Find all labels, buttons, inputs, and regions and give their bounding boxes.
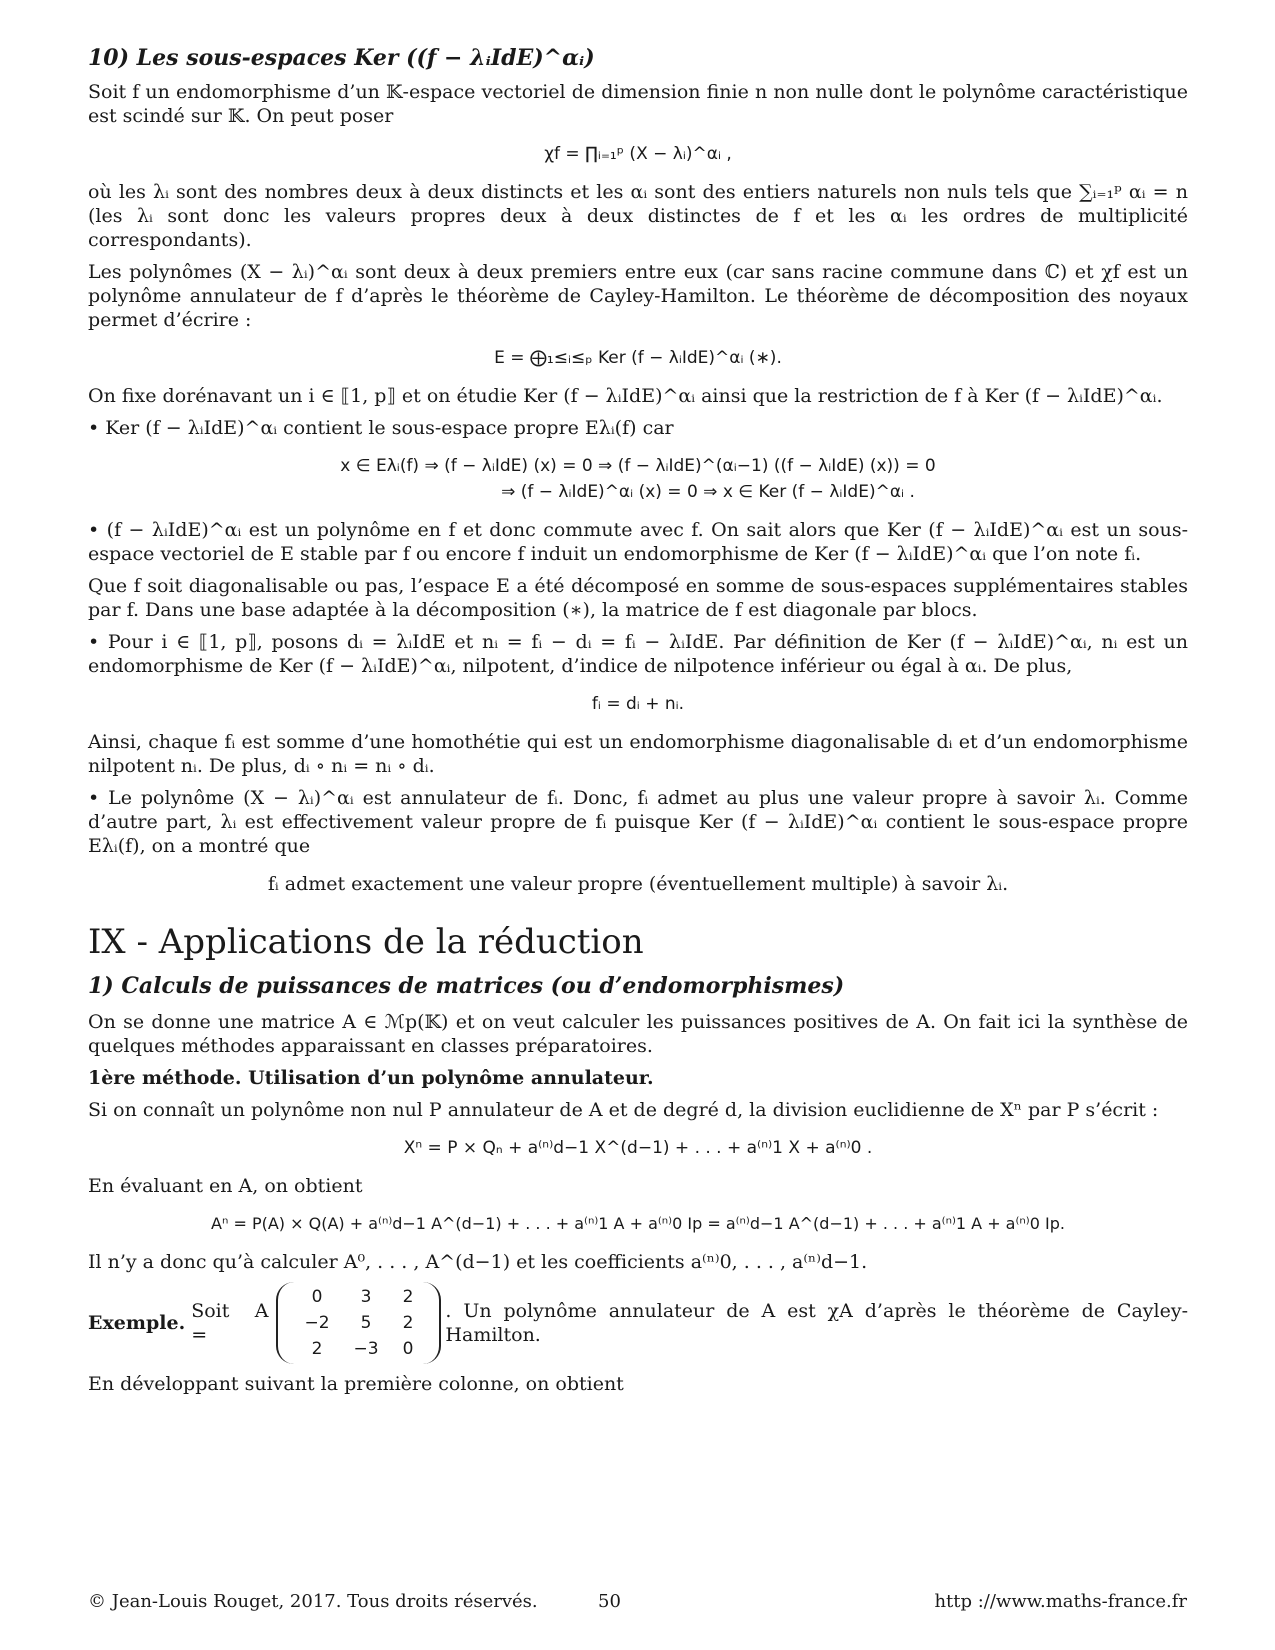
matrix-cell: 2 (311, 1339, 323, 1359)
footer-page-number: 50 (598, 1591, 621, 1612)
example-prefix: Soit A = (191, 1300, 269, 1346)
matrix-cell: 5 (360, 1313, 372, 1333)
equation-power: Aⁿ = P(A) × Q(A) + a⁽ⁿ⁾d−1 A^(d−1) + . . . + a⁽ⁿ⁾1 A + a⁽ⁿ⁾0 Ip = a⁽ⁿ⁾d−1 A^(d−1) + . . . + a⁽ⁿ⁾1 A + a⁽ⁿ⁾0 Ip. (211, 1214, 1065, 1233)
bullet-item: • Pour i ∈ ⟦1, p⟧, posons dᵢ = λᵢIdE et nᵢ = fᵢ − dᵢ = fᵢ − λᵢIdE. Par définition de Ker (f − λᵢIdE)^αᵢ, nᵢ est un endomorphisme de Ker (f − λᵢIdE)^αᵢ, nilpotent, d’indice de nilpotence inférieur ou égal à αᵢ. De plus, (88, 631, 1188, 677)
paragraph: Il n’y a donc qu’à calculer A⁰, . . . , A^(d−1) et les coefficients a⁽ⁿ⁾0, . . . , a⁽ⁿ⁾d−1. (88, 1251, 868, 1273)
equation-decomposition: E = ⨁₁≤ᵢ≤ₚ Ker (f − λᵢIdE)^αᵢ (∗). (494, 348, 782, 368)
footer-copyright: © Jean-Louis Rouget, 2017. Tous droits réservés. (88, 1591, 538, 1612)
paragraph: En développant suivant la première colonne, on obtient (88, 1373, 624, 1395)
page-content (88, 30, 1188, 1620)
section-10-title: 10) Les sous-espaces Ker ((f − λᵢIdE)^αᵢ) (88, 45, 595, 71)
page-footer (88, 1590, 1187, 1616)
equation-fi: fᵢ = dᵢ + nᵢ. (591, 694, 685, 714)
paragraph: En évaluant en A, on obtient (88, 1175, 363, 1197)
paragraph: Ainsi, chaque fᵢ est somme d’une homothétie qui est un endomorphisme diagonalisable dᵢ et d’un endomorphisme nilpotent nᵢ. De plus, dᵢ ∘ nᵢ = nᵢ ∘ dᵢ. (88, 731, 1188, 777)
matrix-A (276, 1282, 441, 1364)
bullet-item: • Le polynôme (X − λᵢ)^αᵢ est annulateur de fᵢ. Donc, fᵢ admet au plus une valeur propre à savoir λᵢ. Comme d’autre part, λᵢ est effectivement valeur propre de fᵢ puisque Ker (f − λᵢIdE)^αᵢ contient le sous-espace propre Eλᵢ(f), on a montré que (88, 787, 1188, 857)
matrix-cell: 3 (360, 1287, 372, 1307)
footer-url-link[interactable]: http ://www.maths-france.fr (934, 1591, 1187, 1612)
example-label: Exemple. (88, 1312, 186, 1334)
example-suffix: . Un polynôme annulateur de A est χA d’après le théorème de Cayley-Hamilton. (445, 1300, 1188, 1346)
section-IX-title: IX - Applications de la réduction (88, 922, 644, 962)
matrix-cell: 2 (402, 1287, 414, 1307)
matrix-cell: 0 (311, 1287, 323, 1307)
matrix-cell: 2 (402, 1313, 414, 1333)
equation-implication-1: x ∈ Eλᵢ(f) ⇒ (f − λᵢIdE) (x) = 0 ⇒ (f − λᵢIdE)^(αᵢ−1) ((f − λᵢIdE) (x)) = 0 (340, 456, 936, 476)
equation-conclusion: fᵢ admet exactement une valeur propre (éventuellement multiple) à savoir λᵢ. (267, 873, 1009, 895)
paragraph: Si on connaît un polynôme non nul P annulateur de A et de degré d, la division euclidienne de Xⁿ par P s’écrit : (88, 1099, 1159, 1121)
equation-euclid: Xⁿ = P × Qₙ + a⁽ⁿ⁾d−1 X^(d−1) + . . . + a⁽ⁿ⁾1 X + a⁽ⁿ⁾0 . (403, 1138, 873, 1158)
bullet-item: • (f − λᵢIdE)^αᵢ est un polynôme en f et donc commute avec f. On sait alors que Ker (f − λᵢIdE)^αᵢ est un sous-espace vectoriel de E stable par f ou encore f induit un endomorphisme de Ker (f − λᵢIdE)^αᵢ que l’on note fᵢ. (88, 519, 1188, 565)
matrix-cell: −2 (304, 1313, 330, 1333)
bullet-item: • Ker (f − λᵢIdE)^αᵢ contient le sous-espace propre Eλᵢ(f) car (88, 417, 674, 439)
paragraph: Soit f un endomorphisme d’un 𝕂-espace vectoriel de dimension finie n non nulle dont le polynôme caractéristique est scindé sur 𝕂. On peut poser (88, 81, 1188, 127)
method-heading: 1ère méthode. Utilisation d’un polynôme annulateur. (88, 1067, 654, 1089)
paragraph: On se donne une matrice A ∈ ℳp(𝕂) et on veut calculer les puissances positives de A. On fait ici la synthèse de quelques méthodes apparaissant en classes préparatoires. (88, 1011, 1188, 1057)
paragraph: Les polynômes (X − λᵢ)^αᵢ sont deux à deux premiers entre eux (car sans racine commune dans ℂ) et χf est un polynôme annulateur de f d’après le théorème de Cayley-Hamilton. Le théorème de décomposition des noyaux permet d’écrire : (88, 261, 1188, 331)
paragraph: On fixe dorénavant un i ∈ ⟦1, p⟧ et on étudie Ker (f − λᵢIdE)^αᵢ ainsi que la restriction de f à Ker (f − λᵢIdE)^αᵢ. (88, 385, 1163, 407)
matrix-cell: 0 (402, 1339, 414, 1359)
paragraph: où les λᵢ sont des nombres deux à deux distincts et les αᵢ sont des entiers naturels non nuls tels que ∑ᵢ₌₁ᵖ αᵢ = n (les λᵢ sont donc les valeurs propres deux à deux distinctes de f et les αᵢ les ordres de multiplicité correspondants). (88, 181, 1188, 251)
example-line (88, 1282, 1188, 1364)
equation-chi-f: χf = ∏ᵢ₌₁ᵖ (X − λᵢ)^αᵢ , (544, 144, 732, 164)
matrix-cell: −3 (353, 1339, 379, 1359)
equation-implication-2: ⇒ (f − λᵢIdE)^αᵢ (x) = 0 ⇒ x ∈ Ker (f − λᵢIdE)^αᵢ . (501, 482, 915, 502)
paragraph: Que f soit diagonalisable ou pas, l’espace E a été décomposé en somme de sous-espaces supplémentaires stables par f. Dans une base adaptée à la décomposition (∗), la matrice de f est diagonale par blocs. (88, 575, 1188, 621)
subsection-title: 1) Calculs de puissances de matrices (ou d’endomorphismes) (88, 973, 845, 999)
